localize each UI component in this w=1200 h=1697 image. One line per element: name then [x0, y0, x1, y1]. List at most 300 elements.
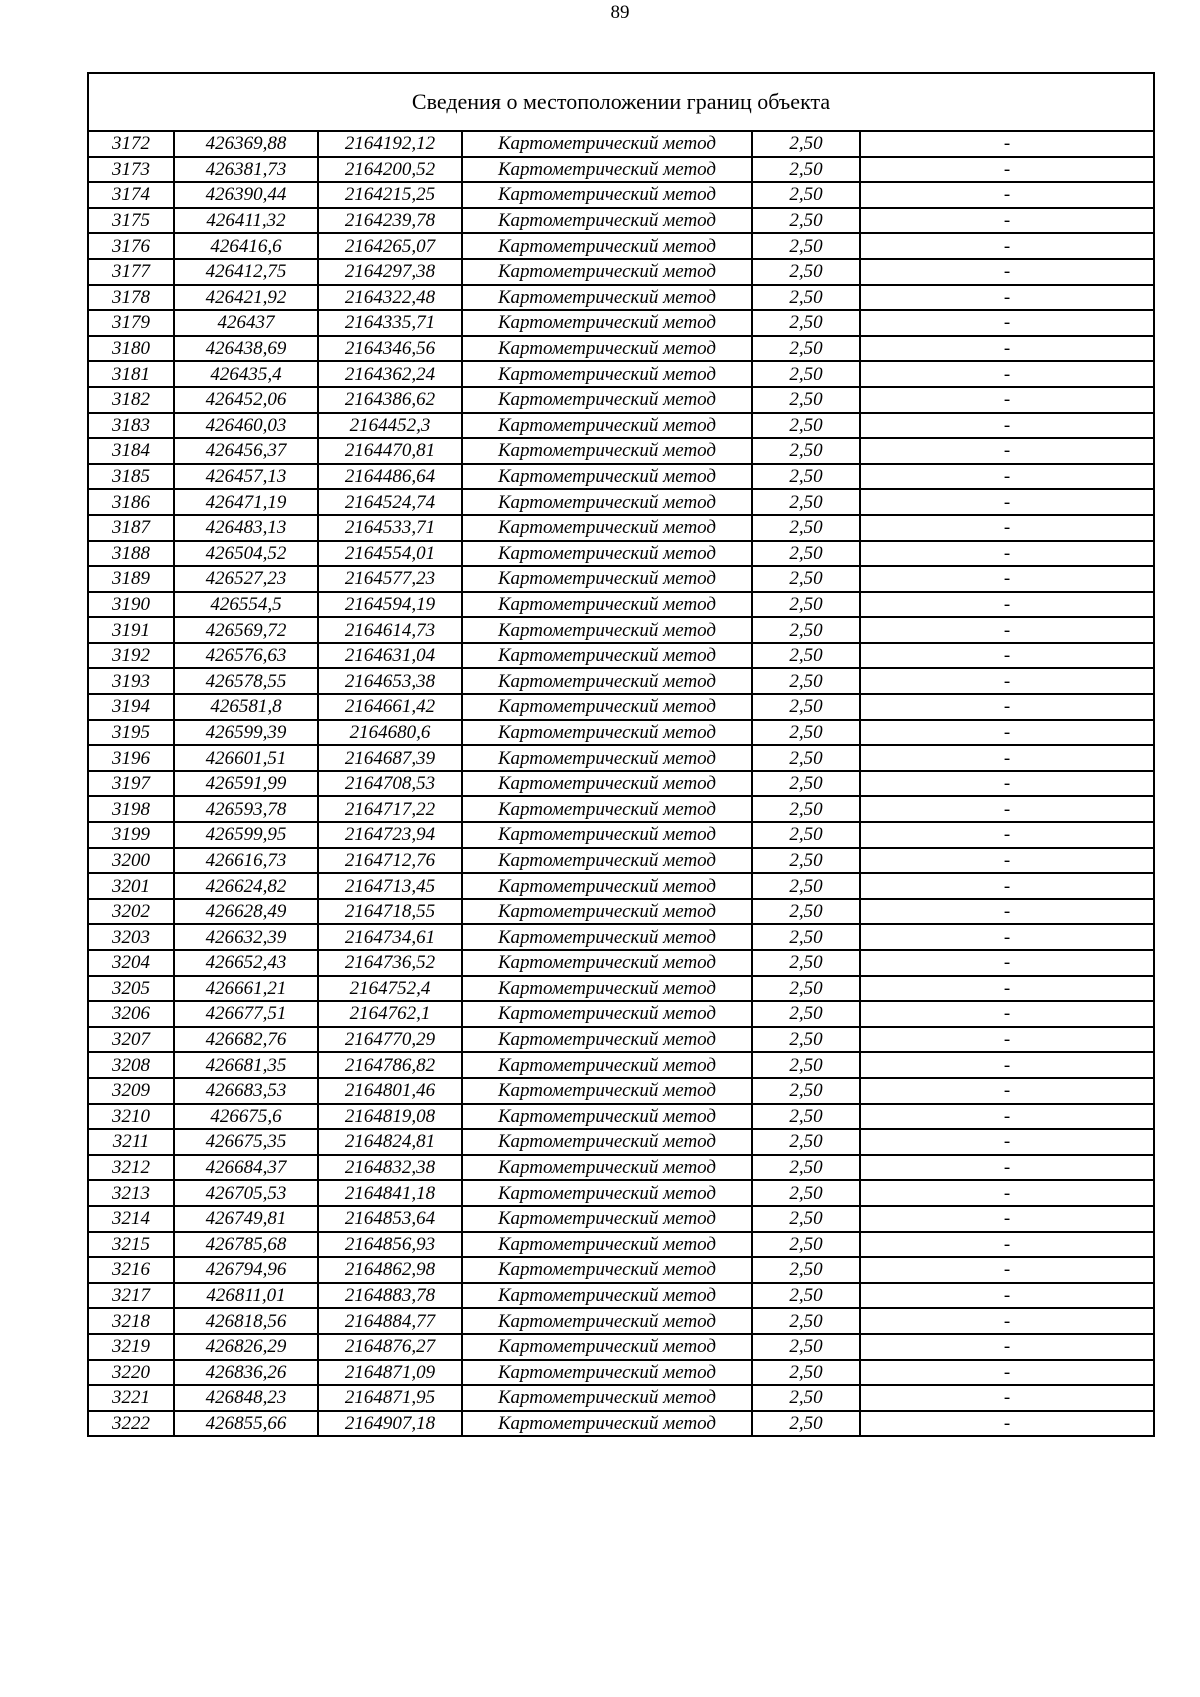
method-cell: Картометрический метод — [462, 1257, 752, 1283]
method-cell: Картометрический метод — [462, 1180, 752, 1206]
y-coordinate-cell: 2164470,81 — [318, 438, 462, 464]
point-number-cell: 3218 — [88, 1308, 174, 1334]
point-number-cell: 3215 — [88, 1232, 174, 1258]
x-coordinate-cell: 426683,53 — [174, 1078, 318, 1104]
method-cell: Картометрический метод — [462, 617, 752, 643]
x-coordinate-cell: 426578,55 — [174, 668, 318, 694]
point-number-cell: 3184 — [88, 438, 174, 464]
point-number-cell: 3198 — [88, 796, 174, 822]
y-coordinate-cell: 2164736,52 — [318, 950, 462, 976]
table-row — [88, 464, 1154, 490]
point-number-cell: 3195 — [88, 720, 174, 746]
point-number-cell: 3197 — [88, 771, 174, 797]
description-cell: - — [860, 796, 1154, 822]
y-coordinate-cell: 2164346,56 — [318, 336, 462, 362]
accuracy-cell: 2,50 — [752, 1104, 860, 1130]
accuracy-cell: 2,50 — [752, 182, 860, 208]
description-cell: - — [860, 592, 1154, 618]
table-body — [88, 73, 1154, 1436]
accuracy-cell: 2,50 — [752, 489, 860, 515]
y-coordinate-cell: 2164770,29 — [318, 1027, 462, 1053]
y-coordinate-cell: 2164687,39 — [318, 745, 462, 771]
x-coordinate-cell: 426591,99 — [174, 771, 318, 797]
description-cell: - — [860, 1385, 1154, 1411]
y-coordinate-cell: 2164524,74 — [318, 489, 462, 515]
accuracy-cell: 2,50 — [752, 1052, 860, 1078]
accuracy-cell: 2,50 — [752, 438, 860, 464]
method-cell: Картометрический метод — [462, 771, 752, 797]
point-number-cell: 3186 — [88, 489, 174, 515]
y-coordinate-cell: 2164713,45 — [318, 873, 462, 899]
description-cell: - — [860, 1104, 1154, 1130]
table-row — [88, 899, 1154, 925]
method-cell: Картометрический метод — [462, 1360, 752, 1386]
point-number-cell: 3213 — [88, 1180, 174, 1206]
point-number-cell: 3187 — [88, 515, 174, 541]
y-coordinate-cell: 2164856,93 — [318, 1232, 462, 1258]
table-row — [88, 1104, 1154, 1130]
table-row — [88, 1411, 1154, 1437]
method-cell: Картометрический метод — [462, 796, 752, 822]
y-coordinate-cell: 2164239,78 — [318, 208, 462, 234]
accuracy-cell: 2,50 — [752, 1129, 860, 1155]
method-cell: Картометрический метод — [462, 643, 752, 669]
description-cell: - — [860, 873, 1154, 899]
y-coordinate-cell: 2164661,42 — [318, 694, 462, 720]
method-cell: Картометрический метод — [462, 515, 752, 541]
y-coordinate-cell: 2164533,71 — [318, 515, 462, 541]
accuracy-cell: 2,50 — [752, 950, 860, 976]
description-cell: - — [860, 310, 1154, 336]
x-coordinate-cell: 426569,72 — [174, 617, 318, 643]
point-number-cell: 3207 — [88, 1027, 174, 1053]
accuracy-cell: 2,50 — [752, 1001, 860, 1027]
y-coordinate-cell: 2164824,81 — [318, 1129, 462, 1155]
point-number-cell: 3181 — [88, 361, 174, 387]
y-coordinate-cell: 2164734,61 — [318, 924, 462, 950]
x-coordinate-cell: 426675,6 — [174, 1104, 318, 1130]
point-number-cell: 3217 — [88, 1283, 174, 1309]
point-number-cell: 3196 — [88, 745, 174, 771]
point-number-cell: 3190 — [88, 592, 174, 618]
table-row — [88, 131, 1154, 157]
table-row — [88, 668, 1154, 694]
x-coordinate-cell: 426681,35 — [174, 1052, 318, 1078]
description-cell: - — [860, 1308, 1154, 1334]
y-coordinate-cell: 2164614,73 — [318, 617, 462, 643]
x-coordinate-cell: 426705,53 — [174, 1180, 318, 1206]
x-coordinate-cell: 426818,56 — [174, 1308, 318, 1334]
table-row — [88, 1308, 1154, 1334]
table-row — [88, 745, 1154, 771]
description-cell: - — [860, 259, 1154, 285]
table-row — [88, 1283, 1154, 1309]
y-coordinate-cell: 2164907,18 — [318, 1411, 462, 1437]
accuracy-cell: 2,50 — [752, 643, 860, 669]
point-number-cell: 3193 — [88, 668, 174, 694]
method-cell: Картометрический метод — [462, 720, 752, 746]
table-row — [88, 1052, 1154, 1078]
x-coordinate-cell: 426527,23 — [174, 566, 318, 592]
method-cell: Картометрический метод — [462, 1334, 752, 1360]
y-coordinate-cell: 2164717,22 — [318, 796, 462, 822]
accuracy-cell: 2,50 — [752, 1308, 860, 1334]
method-cell: Картометрический метод — [462, 1283, 752, 1309]
y-coordinate-cell: 2164577,23 — [318, 566, 462, 592]
accuracy-cell: 2,50 — [752, 259, 860, 285]
y-coordinate-cell: 2164362,24 — [318, 361, 462, 387]
description-cell: - — [860, 182, 1154, 208]
accuracy-cell: 2,50 — [752, 1027, 860, 1053]
y-coordinate-cell: 2164712,76 — [318, 848, 462, 874]
table-row — [88, 720, 1154, 746]
x-coordinate-cell: 426576,63 — [174, 643, 318, 669]
x-coordinate-cell: 426855,66 — [174, 1411, 318, 1437]
table-row — [88, 950, 1154, 976]
point-number-cell: 3211 — [88, 1129, 174, 1155]
method-cell: Картометрический метод — [462, 924, 752, 950]
point-number-cell: 3206 — [88, 1001, 174, 1027]
y-coordinate-cell: 2164871,95 — [318, 1385, 462, 1411]
y-coordinate-cell: 2164322,48 — [318, 285, 462, 311]
x-coordinate-cell: 426749,81 — [174, 1206, 318, 1232]
method-cell: Картометрический метод — [462, 1001, 752, 1027]
y-coordinate-cell: 2164631,04 — [318, 643, 462, 669]
method-cell: Картометрический метод — [462, 208, 752, 234]
description-cell: - — [860, 515, 1154, 541]
x-coordinate-cell: 426390,44 — [174, 182, 318, 208]
x-coordinate-cell: 426369,88 — [174, 131, 318, 157]
description-cell: - — [860, 976, 1154, 1002]
table-row — [88, 1001, 1154, 1027]
description-cell: - — [860, 387, 1154, 413]
description-cell: - — [860, 720, 1154, 746]
point-number-cell: 3189 — [88, 566, 174, 592]
table-row — [88, 157, 1154, 183]
method-cell: Картометрический метод — [462, 361, 752, 387]
page-number: 89 — [610, 2, 630, 23]
description-cell: - — [860, 1180, 1154, 1206]
description-cell: - — [860, 208, 1154, 234]
description-cell: - — [860, 1411, 1154, 1437]
x-coordinate-cell: 426826,29 — [174, 1334, 318, 1360]
y-coordinate-cell: 2164832,38 — [318, 1155, 462, 1181]
method-cell: Картометрический метод — [462, 899, 752, 925]
description-cell: - — [860, 1360, 1154, 1386]
method-cell: Картометрический метод — [462, 1104, 752, 1130]
accuracy-cell: 2,50 — [752, 1283, 860, 1309]
description-cell: - — [860, 1001, 1154, 1027]
y-coordinate-cell: 2164265,07 — [318, 233, 462, 259]
method-cell: Картометрический метод — [462, 285, 752, 311]
point-number-cell: 3210 — [88, 1104, 174, 1130]
x-coordinate-cell: 426601,51 — [174, 745, 318, 771]
y-coordinate-cell: 2164192,12 — [318, 131, 462, 157]
method-cell: Картометрический метод — [462, 1052, 752, 1078]
accuracy-cell: 2,50 — [752, 233, 860, 259]
y-coordinate-cell: 2164680,6 — [318, 720, 462, 746]
table-row — [88, 1232, 1154, 1258]
x-coordinate-cell: 426624,82 — [174, 873, 318, 899]
x-coordinate-cell: 426811,01 — [174, 1283, 318, 1309]
method-cell: Картометрический метод — [462, 387, 752, 413]
method-cell: Картометрический метод — [462, 745, 752, 771]
table-row — [88, 617, 1154, 643]
accuracy-cell: 2,50 — [752, 336, 860, 362]
description-cell: - — [860, 1257, 1154, 1283]
point-number-cell: 3179 — [88, 310, 174, 336]
point-number-cell: 3222 — [88, 1411, 174, 1437]
accuracy-cell: 2,50 — [752, 668, 860, 694]
y-coordinate-cell: 2164819,08 — [318, 1104, 462, 1130]
x-coordinate-cell: 426632,39 — [174, 924, 318, 950]
table-row — [88, 515, 1154, 541]
x-coordinate-cell: 426785,68 — [174, 1232, 318, 1258]
description-cell: - — [860, 131, 1154, 157]
accuracy-cell: 2,50 — [752, 848, 860, 874]
table-row — [88, 285, 1154, 311]
table-row — [88, 771, 1154, 797]
method-cell: Картометрический метод — [462, 592, 752, 618]
point-number-cell: 3183 — [88, 413, 174, 439]
point-number-cell: 3216 — [88, 1257, 174, 1283]
accuracy-cell: 2,50 — [752, 464, 860, 490]
point-number-cell: 3199 — [88, 822, 174, 848]
accuracy-cell: 2,50 — [752, 515, 860, 541]
accuracy-cell: 2,50 — [752, 822, 860, 848]
description-cell: - — [860, 1334, 1154, 1360]
table-row — [88, 208, 1154, 234]
table-row — [88, 643, 1154, 669]
y-coordinate-cell: 2164452,3 — [318, 413, 462, 439]
table-title-row — [88, 73, 1154, 131]
point-number-cell: 3185 — [88, 464, 174, 490]
method-cell: Картометрический метод — [462, 1027, 752, 1053]
method-cell: Картометрический метод — [462, 310, 752, 336]
point-number-cell: 3178 — [88, 285, 174, 311]
table-row — [88, 1155, 1154, 1181]
table-row — [88, 848, 1154, 874]
description-cell: - — [860, 413, 1154, 439]
description-cell: - — [860, 668, 1154, 694]
table-row — [88, 566, 1154, 592]
x-coordinate-cell: 426581,8 — [174, 694, 318, 720]
accuracy-cell: 2,50 — [752, 1385, 860, 1411]
accuracy-cell: 2,50 — [752, 745, 860, 771]
table-row — [88, 976, 1154, 1002]
point-number-cell: 3209 — [88, 1078, 174, 1104]
accuracy-cell: 2,50 — [752, 1257, 860, 1283]
x-coordinate-cell: 426381,73 — [174, 157, 318, 183]
x-coordinate-cell: 426438,69 — [174, 336, 318, 362]
x-coordinate-cell: 426554,5 — [174, 592, 318, 618]
description-cell: - — [860, 617, 1154, 643]
y-coordinate-cell: 2164801,46 — [318, 1078, 462, 1104]
method-cell: Картометрический метод — [462, 1308, 752, 1334]
x-coordinate-cell: 426456,37 — [174, 438, 318, 464]
description-cell: - — [860, 1232, 1154, 1258]
x-coordinate-cell: 426836,26 — [174, 1360, 318, 1386]
point-number-cell: 3200 — [88, 848, 174, 874]
accuracy-cell: 2,50 — [752, 720, 860, 746]
point-number-cell: 3220 — [88, 1360, 174, 1386]
method-cell: Картометрический метод — [462, 976, 752, 1002]
accuracy-cell: 2,50 — [752, 592, 860, 618]
table-row — [88, 873, 1154, 899]
description-cell: - — [860, 361, 1154, 387]
table-row — [88, 822, 1154, 848]
description-cell: - — [860, 924, 1154, 950]
accuracy-cell: 2,50 — [752, 796, 860, 822]
table-row — [88, 1334, 1154, 1360]
point-number-cell: 3219 — [88, 1334, 174, 1360]
y-coordinate-cell: 2164554,01 — [318, 541, 462, 567]
y-coordinate-cell: 2164723,94 — [318, 822, 462, 848]
point-number-cell: 3177 — [88, 259, 174, 285]
accuracy-cell: 2,50 — [752, 131, 860, 157]
method-cell: Картометрический метод — [462, 822, 752, 848]
y-coordinate-cell: 2164486,64 — [318, 464, 462, 490]
point-number-cell: 3205 — [88, 976, 174, 1002]
description-cell: - — [860, 771, 1154, 797]
point-number-cell: 3176 — [88, 233, 174, 259]
description-cell: - — [860, 336, 1154, 362]
method-cell: Картометрический метод — [462, 1206, 752, 1232]
x-coordinate-cell: 426794,96 — [174, 1257, 318, 1283]
table-row — [88, 489, 1154, 515]
table-row — [88, 592, 1154, 618]
method-cell: Картометрический метод — [462, 566, 752, 592]
table-row — [88, 1180, 1154, 1206]
description-cell: - — [860, 1078, 1154, 1104]
y-coordinate-cell: 2164297,38 — [318, 259, 462, 285]
table-title: Сведения о местоположении границ объекта — [88, 73, 1154, 131]
point-number-cell: 3201 — [88, 873, 174, 899]
y-coordinate-cell: 2164215,25 — [318, 182, 462, 208]
table-row — [88, 336, 1154, 362]
accuracy-cell: 2,50 — [752, 1232, 860, 1258]
method-cell: Картометрический метод — [462, 131, 752, 157]
description-cell: - — [860, 438, 1154, 464]
description-cell: - — [860, 822, 1154, 848]
description-cell: - — [860, 464, 1154, 490]
table-row — [88, 310, 1154, 336]
method-cell: Картометрический метод — [462, 873, 752, 899]
y-coordinate-cell: 2164335,71 — [318, 310, 462, 336]
table-row — [88, 1206, 1154, 1232]
y-coordinate-cell: 2164594,19 — [318, 592, 462, 618]
x-coordinate-cell: 426460,03 — [174, 413, 318, 439]
accuracy-cell: 2,50 — [752, 157, 860, 183]
table-row — [88, 796, 1154, 822]
y-coordinate-cell: 2164884,77 — [318, 1308, 462, 1334]
x-coordinate-cell: 426457,13 — [174, 464, 318, 490]
point-number-cell: 3208 — [88, 1052, 174, 1078]
point-number-cell: 3180 — [88, 336, 174, 362]
method-cell: Картометрический метод — [462, 438, 752, 464]
x-coordinate-cell: 426452,06 — [174, 387, 318, 413]
description-cell: - — [860, 643, 1154, 669]
method-cell: Картометрический метод — [462, 259, 752, 285]
table-row — [88, 1360, 1154, 1386]
y-coordinate-cell: 2164762,1 — [318, 1001, 462, 1027]
accuracy-cell: 2,50 — [752, 694, 860, 720]
table-row — [88, 361, 1154, 387]
y-coordinate-cell: 2164718,55 — [318, 899, 462, 925]
method-cell: Картометрический метод — [462, 413, 752, 439]
description-cell: - — [860, 848, 1154, 874]
table-row — [88, 1027, 1154, 1053]
description-cell: - — [860, 566, 1154, 592]
method-cell: Картометрический метод — [462, 489, 752, 515]
method-cell: Картометрический метод — [462, 1155, 752, 1181]
y-coordinate-cell: 2164653,38 — [318, 668, 462, 694]
table-row — [88, 259, 1154, 285]
method-cell: Картометрический метод — [462, 1385, 752, 1411]
point-number-cell: 3182 — [88, 387, 174, 413]
description-cell: - — [860, 1027, 1154, 1053]
x-coordinate-cell: 426675,35 — [174, 1129, 318, 1155]
method-cell: Картометрический метод — [462, 336, 752, 362]
point-number-cell: 3214 — [88, 1206, 174, 1232]
point-number-cell: 3202 — [88, 899, 174, 925]
table-row — [88, 694, 1154, 720]
point-number-cell: 3188 — [88, 541, 174, 567]
accuracy-cell: 2,50 — [752, 924, 860, 950]
x-coordinate-cell: 426411,32 — [174, 208, 318, 234]
x-coordinate-cell: 426616,73 — [174, 848, 318, 874]
method-cell: Картометрический метод — [462, 950, 752, 976]
x-coordinate-cell: 426435,4 — [174, 361, 318, 387]
accuracy-cell: 2,50 — [752, 1206, 860, 1232]
x-coordinate-cell: 426684,37 — [174, 1155, 318, 1181]
method-cell: Картометрический метод — [462, 1078, 752, 1104]
table-row — [88, 182, 1154, 208]
description-cell: - — [860, 489, 1154, 515]
description-cell: - — [860, 1155, 1154, 1181]
point-number-cell: 3173 — [88, 157, 174, 183]
accuracy-cell: 2,50 — [752, 1411, 860, 1437]
point-number-cell: 3192 — [88, 643, 174, 669]
x-coordinate-cell: 426677,51 — [174, 1001, 318, 1027]
method-cell: Картометрический метод — [462, 1129, 752, 1155]
y-coordinate-cell: 2164876,27 — [318, 1334, 462, 1360]
table-row — [88, 438, 1154, 464]
y-coordinate-cell: 2164200,52 — [318, 157, 462, 183]
method-cell: Картометрический метод — [462, 1232, 752, 1258]
y-coordinate-cell: 2164841,18 — [318, 1180, 462, 1206]
table-row — [88, 1078, 1154, 1104]
point-number-cell: 3174 — [88, 182, 174, 208]
description-cell: - — [860, 1052, 1154, 1078]
x-coordinate-cell: 426412,75 — [174, 259, 318, 285]
method-cell: Картометрический метод — [462, 233, 752, 259]
description-cell: - — [860, 233, 1154, 259]
x-coordinate-cell: 426483,13 — [174, 515, 318, 541]
accuracy-cell: 2,50 — [752, 1155, 860, 1181]
x-coordinate-cell: 426628,49 — [174, 899, 318, 925]
x-coordinate-cell: 426652,43 — [174, 950, 318, 976]
table-row — [88, 413, 1154, 439]
y-coordinate-cell: 2164862,98 — [318, 1257, 462, 1283]
method-cell: Картометрический метод — [462, 1411, 752, 1437]
point-number-cell: 3204 — [88, 950, 174, 976]
method-cell: Картометрический метод — [462, 182, 752, 208]
description-cell: - — [860, 541, 1154, 567]
x-coordinate-cell: 426437 — [174, 310, 318, 336]
table-row — [88, 924, 1154, 950]
y-coordinate-cell: 2164708,53 — [318, 771, 462, 797]
